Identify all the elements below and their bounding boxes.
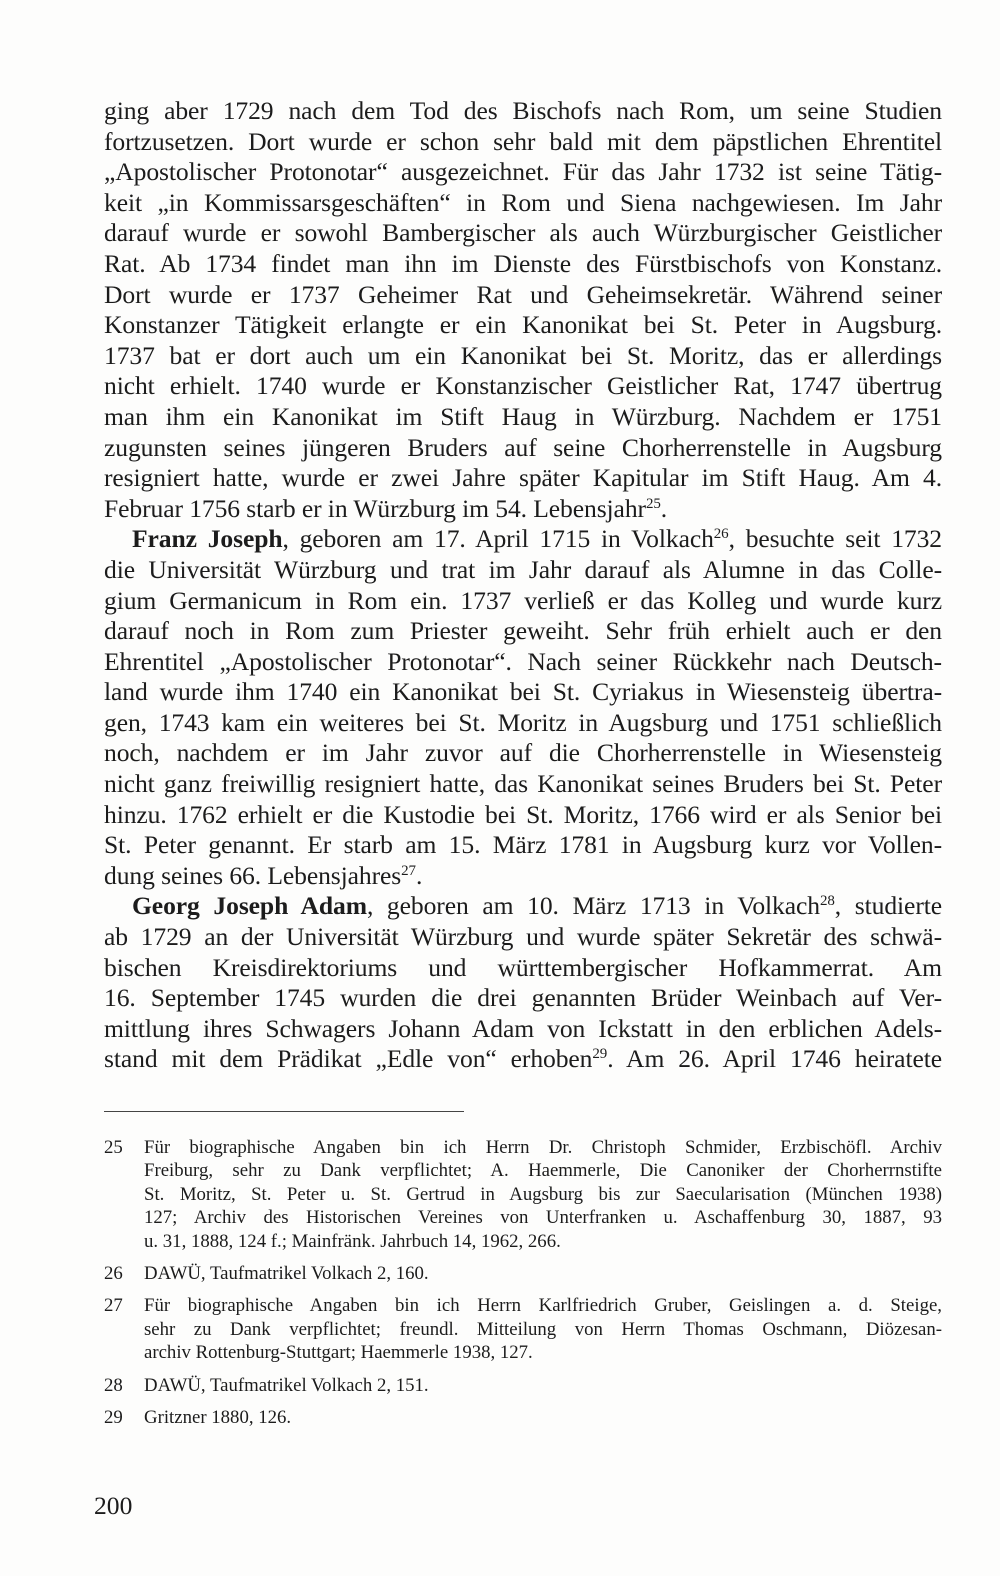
line-text: resigniert hatte, wurde er zwei Jahre später Kapitular im Stift Haug. Am 4.	[104, 463, 942, 493]
body-line	[104, 157, 942, 188]
body-line	[104, 830, 942, 861]
body-line	[104, 769, 942, 800]
line-text: bischen Kreisdirektoriums und württembergischer Hofkammerrat. Am	[104, 952, 942, 982]
line-text-after: .	[415, 860, 423, 890]
line-text: die Universität Würzburg und trat im Jahr darauf als Alumne in das Colle-	[104, 554, 942, 584]
body-line	[104, 494, 942, 525]
line-text: gium Germanicum in Rom ein. 1737 verließ er das Kolleg und wurde kurz	[104, 585, 942, 615]
line-text: , geboren am 17. April 1715 in Volkach	[282, 524, 714, 554]
body-line	[104, 586, 942, 617]
line-text: hinzu. 1762 erhielt er die Kustodie bei St. Moritz, 1766 wird er als Senior bei	[104, 799, 942, 829]
footnote-line: 127; Archiv des Historischen Vereines von Unterfranken u. Aschaffenburg 30, 1887, 93	[144, 1207, 942, 1229]
body-line	[104, 127, 942, 158]
footnote-line: St. Moritz, St. Peter u. St. Gertrud in Augsburg bis zur Saecularisation (München 1938)	[144, 1183, 942, 1205]
footnotes	[104, 1136, 942, 1438]
footnote-text	[144, 1374, 942, 1397]
line-text: „Apostolischer Protonotar“ ausgezeichnet. Für das Jahr 1732 ist seine Tätig-	[104, 157, 942, 187]
footnote-line: Für biographische Angaben bin ich Herrn Dr. Christoph Schmider, Erzbischöfl. Archiv	[144, 1137, 942, 1158]
footnote-separator	[104, 1111, 464, 1112]
line-text: ab 1729 an der Universität Würzburg und wurde später Sekretär des schwä-	[104, 922, 942, 952]
line-text: mittlung ihres Schwagers Johann Adam von Ickstatt in den erblichen Adels-	[104, 1013, 942, 1043]
body-line	[104, 524, 942, 555]
body-line	[104, 433, 942, 464]
footnote-reference: 28	[819, 893, 835, 910]
line-text: gen, 1743 kam ein weiteres bei St. Moritz in Augsburg und 1751 schließlich	[104, 707, 942, 737]
line-text-after: .	[660, 493, 668, 523]
body-line	[104, 96, 942, 127]
page-number: 200	[94, 1491, 133, 1520]
line-text-after: , besuchte seit 1732	[728, 524, 942, 554]
line-text: Rat. Ab 1734 findet man ihn im Dienste des Fürstbischofs von Konstanz.	[104, 248, 942, 278]
line-text: ging aber 1729 nach dem Tod des Bischofs nach Rom, um seine Studien	[104, 96, 942, 125]
body-line	[104, 647, 942, 678]
person-name: Franz Joseph	[132, 524, 283, 554]
footnote-line: DAWÜ, Taufmatrikel Volkach 2, 160.	[144, 1262, 429, 1284]
line-text: , geboren am 10. März 1713 in Volkach	[366, 891, 820, 921]
body-line	[104, 310, 942, 341]
line-text: land wurde ihm 1740 ein Kanonikat bei St. Cyriakus in Wiesensteig übertra-	[104, 677, 942, 707]
footnote-line: Freiburg, sehr zu Dank verpflichtet; A. Haemmerle, Die Canoniker der Chorherrnstifte	[144, 1160, 942, 1182]
footnote-number: 25	[104, 1137, 123, 1158]
footnote	[104, 1374, 942, 1397]
body-line	[104, 677, 942, 708]
line-text: nicht ganz freiwillig resigniert hatte, das Kanonikat seines Bruders bei St. Peter	[104, 769, 942, 799]
line-text: noch, nachdem er im Jahr zuvor auf die Chorherrenstelle in Wiesensteig	[104, 738, 942, 768]
footnote-reference: 25	[645, 495, 661, 512]
line-text: Konstanzer Tätigkeit erlangte er ein Kanonikat bei St. Peter in Augsburg.	[104, 310, 942, 340]
line-text: dung seines 66. Lebensjahres	[104, 860, 402, 890]
line-text: stand mit dem Prädikat „Edle von“ erhoben	[104, 1044, 593, 1074]
line-text: Februar 1756 starb er in Würzburg im 54. Lebensjahr	[104, 493, 646, 523]
person-name: Georg Joseph Adam	[132, 891, 367, 921]
body-line	[104, 1014, 942, 1045]
body-line	[104, 218, 942, 249]
body-line	[104, 708, 942, 739]
body-line	[104, 371, 942, 402]
body-line	[104, 861, 942, 892]
footnote-line: u. 31, 1888, 124 f.; Mainfränk. Jahrbuch 14, 1962, 266.	[144, 1230, 561, 1252]
body-line	[104, 738, 942, 769]
footnote-reference: 29	[592, 1046, 608, 1063]
footnote-line: Für biographische Angaben bin ich Herrn Karlfriedrich Gruber, Geislingen a. d. Steige,	[144, 1295, 942, 1317]
footnote-reference: 27	[401, 862, 416, 879]
footnote-line: Gritzner 1880, 126.	[144, 1406, 292, 1428]
line-text: Dort wurde er 1737 Geheimer Rat und Geheimsekretär. Während seiner	[104, 279, 942, 309]
line-text: 16. September 1745 wurden die drei genannten Brüder Weinbach auf Ver-	[104, 983, 942, 1013]
footnote-text	[144, 1294, 942, 1364]
line-text: fortzusetzen. Dort wurde er schon sehr bald mit dem päpstlichen Ehrentitel	[104, 126, 942, 156]
line-text: nicht erhielt. 1740 wurde er Konstanzischer Geistlicher Rat, 1747 übertrug	[104, 371, 942, 401]
footnote-reference: 26	[713, 526, 729, 543]
body-line	[104, 922, 942, 953]
body-line	[104, 402, 942, 433]
body-line	[104, 249, 942, 280]
footnote-number: 27	[104, 1295, 123, 1317]
body-line	[104, 555, 942, 586]
line-text-after: , studierte	[834, 891, 943, 921]
body-line	[104, 616, 942, 647]
body-line	[104, 953, 942, 984]
body-line	[104, 983, 942, 1014]
body-line	[104, 1044, 942, 1075]
footnote-number: 29	[104, 1406, 123, 1428]
line-text: St. Peter genannt. Er starb am 15. März 1781 in Augsburg kurz vor Vollen-	[104, 830, 942, 860]
line-text: keit „in Kommissarsgeschäften“ in Rom und Siena nachgewiesen. Im Jahr	[104, 187, 942, 217]
body-text	[104, 96, 942, 1075]
footnote-text	[144, 1406, 942, 1429]
footnote-number: 26	[104, 1262, 123, 1284]
body-line	[104, 800, 942, 831]
footnote-line: archiv Rottenburg-Stuttgart; Haemmerle 1938, 127.	[144, 1342, 533, 1364]
body-line	[104, 891, 942, 922]
line-text: darauf wurde er sowohl Bambergischer als auch Würzburgischer Geistlicher	[104, 218, 942, 248]
footnote	[104, 1136, 942, 1253]
footnote-text	[144, 1262, 942, 1285]
line-text: Ehrentitel „Apostolischer Protonotar“. Nach seiner Rückkehr nach Deutsch-	[104, 646, 942, 676]
footnote-number: 28	[104, 1374, 123, 1396]
body-line	[104, 341, 942, 372]
footnote	[104, 1406, 942, 1429]
line-text: darauf noch in Rom zum Priester geweiht. Sehr früh erhielt auch er den	[104, 616, 942, 646]
line-text: man ihm ein Kanonikat im Stift Haug in Würzburg. Nachdem er 1751	[104, 401, 942, 431]
footnote-line: sehr zu Dank verpflichtet; freundl. Mitteilung von Herrn Thomas Oschmann, Diözesan-	[144, 1318, 942, 1340]
footnote-line: DAWÜ, Taufmatrikel Volkach 2, 151.	[144, 1374, 429, 1396]
footnote	[104, 1294, 942, 1364]
line-text-after: . Am 26. April 1746 heiratete	[607, 1044, 942, 1074]
line-text: 1737 bat er dort auch um ein Kanonikat bei St. Moritz, das er allerdings	[104, 340, 942, 370]
body-line	[104, 280, 942, 311]
body-line	[104, 463, 942, 494]
body-line	[104, 188, 942, 219]
footnote-text	[144, 1136, 942, 1253]
footnote	[104, 1262, 942, 1285]
line-text: zugunsten seines jüngeren Bruders auf seine Chorherrenstelle in Augsburg	[104, 432, 942, 462]
